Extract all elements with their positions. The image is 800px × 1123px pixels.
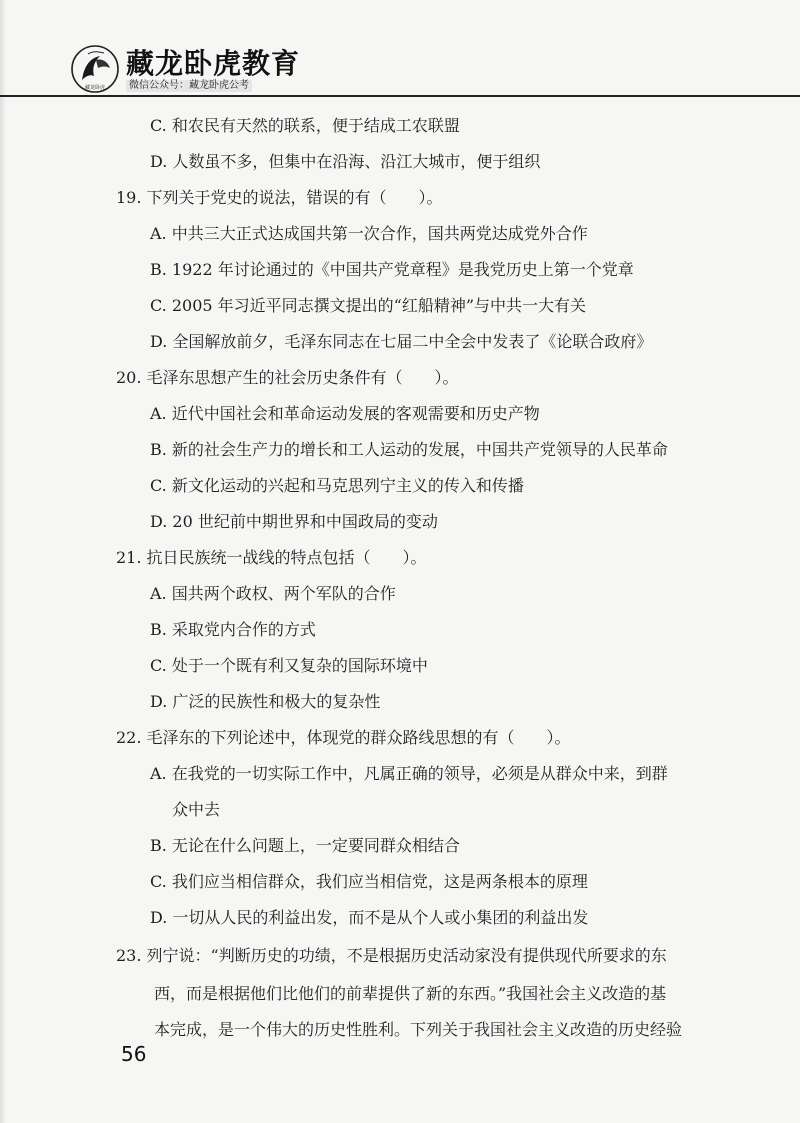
question-23-line-2: 西，而是根据他们比他们的前辈提供了新的东西。”我国社会主义改造的基 xyxy=(154,984,667,1003)
page-header xyxy=(0,0,800,96)
question-21: 21. 抗日民族统一战线的特点包括（ ）。 xyxy=(116,548,427,567)
option-19b: B. 1922 年讨论通过的《中国共产党章程》是我党历史上第一个党章 xyxy=(150,260,634,279)
option-21d: D. 广泛的民族性和极大的复杂性 xyxy=(150,692,381,711)
option-21c: C. 处于一个既有利又复杂的国际环境中 xyxy=(150,656,428,675)
option-22c: C. 我们应当相信群众，我们应当相信党，这是两条根本的原理 xyxy=(150,872,588,891)
question-19: 19. 下列关于党史的说法，错误的有（ ）。 xyxy=(116,188,443,207)
question-23: 23. 列宁说：“判断历史的功绩，不是根据历史活动家没有提供现代所要求的东 xyxy=(116,946,667,965)
option-20a: A. 近代中国社会和革命运动发展的客观需要和历史产物 xyxy=(150,404,540,423)
option-22d: D. 一切从人民的利益出发，而不是从个人或小集团的利益出发 xyxy=(150,908,589,927)
question-22: 22. 毛泽东的下列论述中，体现党的群众路线思想的有（ ）。 xyxy=(116,728,571,747)
brand-subtitle: 微信公众号：藏龙卧虎公考 xyxy=(126,80,252,92)
option-21a: A. 国共两个政权、两个军队的合作 xyxy=(150,584,396,603)
option-18d: D. 人数虽不多，但集中在沿海、沿江大城市，便于组织 xyxy=(150,152,541,171)
option-19c: C. 2005 年习近平同志撰文提出的“红船精神”与中共一大有关 xyxy=(150,296,587,315)
option-19a: A. 中共三大正式达成国共第一次合作，国共两党达成党外合作 xyxy=(150,224,588,243)
option-20d: D. 20 世纪前中期世界和中国政局的变动 xyxy=(150,512,438,531)
page-number: 56 xyxy=(121,1042,147,1066)
option-20b: B. 新的社会生产力的增长和工人运动的发展，中国共产党领导的人民革命 xyxy=(150,440,668,459)
header-rule xyxy=(0,95,800,97)
option-22b: B. 无论在什么问题上，一定要同群众相结合 xyxy=(150,836,460,855)
question-20: 20. 毛泽东思想产生的社会历史条件有（ ）。 xyxy=(116,368,459,387)
logo-icon xyxy=(70,44,120,94)
page-edge-shadow xyxy=(0,0,6,1123)
option-20c: C. 新文化运动的兴起和马克思列宁主义的传入和传播 xyxy=(150,476,524,495)
brand-title: 藏龙卧虎教育 xyxy=(126,47,301,80)
question-23-line-3: 本完成，是一个伟大的历史性胜利。下列关于我国社会主义改造的历史经验 xyxy=(154,1020,683,1039)
option-22a: A. 在我党的一切实际工作中，凡属正确的领导，必须是从群众中来，到群 xyxy=(150,764,668,783)
option-18c: C. 和农民有天然的联系，便于结成工农联盟 xyxy=(150,116,460,135)
svg-text:藏龙卧虎: 藏龙卧虎 xyxy=(84,85,106,91)
option-22a-continued: 众中去 xyxy=(172,800,221,819)
option-21b: B. 采取党内合作的方式 xyxy=(150,620,316,639)
option-19d: D. 全国解放前夕，毛泽东同志在七届二中全会中发表了《论联合政府》 xyxy=(150,332,653,351)
